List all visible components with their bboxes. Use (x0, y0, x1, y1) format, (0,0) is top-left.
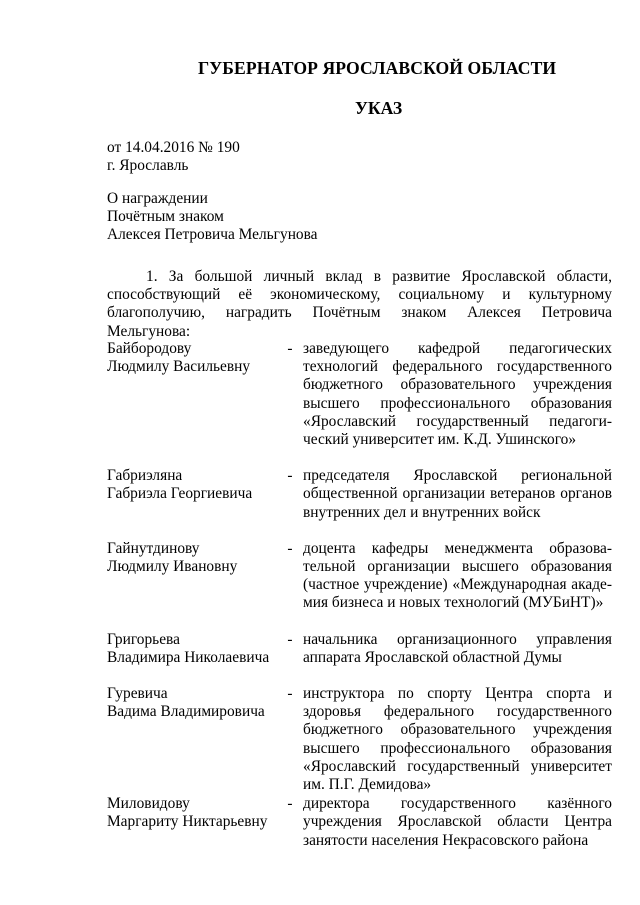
dash-separator: - (287, 539, 293, 557)
awardee-surname: Габриэляна (107, 467, 183, 485)
awardee-name (107, 685, 285, 721)
awardee-row (107, 795, 612, 850)
subject-line: Почётным знаком (107, 208, 224, 226)
awardee-name (107, 540, 285, 576)
awardee-given-name: Людмилу Васильевну (107, 358, 251, 376)
awardee-row (107, 340, 612, 449)
awardee-name (107, 795, 285, 831)
issuing-authority: ГУБЕРНАТОР ЯРОСЛАВСКОЙ ОБЛАСТИ (198, 58, 557, 78)
document-meta (107, 139, 407, 175)
intro-paragraph: 1. За большой личный вклад в развитие Ярославской области, способствующий её экономическому, социальному и культурному благополучию, наградить Почётным знаком Алексея Петровича Мельгунова: (107, 268, 612, 340)
subject-line: Алексея Петровича Мельгунова (107, 226, 318, 244)
awardee-given-name: Габриэла Георгиевича (107, 485, 253, 503)
awardee-row (107, 467, 612, 522)
dash-separator: - (287, 795, 293, 813)
dash-separator: - (287, 685, 293, 703)
awardees-list (107, 340, 612, 850)
awardee-surname: Байбородову (107, 340, 192, 357)
date-number: от 14.04.2016 № 190 (107, 139, 240, 156)
awardee-given-name: Владимира Николаевича (107, 648, 270, 666)
awardee-position: директора государственного казённого учреждения Ярославской области Центра занятости населения Некрасовского района (303, 795, 612, 849)
awardee-given-name: Людмилу Ивановну (107, 558, 238, 576)
awardee-surname: Миловидову (107, 795, 190, 813)
awardee-name (107, 631, 285, 667)
awardee-position: начальника организационного управления аппарата Ярославской областной Думы (303, 630, 612, 666)
awardee-given-name: Вадима Владимировича (107, 703, 265, 721)
dash-separator: - (287, 630, 293, 648)
subject-line: О награждении (107, 190, 208, 207)
awardee-row (107, 631, 612, 667)
awardee-name (107, 467, 285, 503)
awardee-position: доцента кафедры менеджмента образова-тельной организации высшего образования (частное учреждение) «Международная акаде-мия бизнеса и новых технологий (МУБиНТ)» (303, 539, 612, 612)
city: г. Ярославль (107, 157, 189, 175)
dash-separator: - (287, 340, 293, 357)
awardee-row (107, 540, 612, 613)
dash-separator: - (287, 467, 293, 485)
awardee-row (107, 685, 612, 794)
awardee-surname: Григорьева (107, 630, 180, 648)
awardee-surname: Гайнутдинову (107, 539, 200, 557)
document-type: УКАЗ (355, 98, 403, 118)
awardee-given-name: Маргариту Никтарьевну (107, 813, 268, 831)
awardee-surname: Гуревича (107, 685, 168, 703)
awardee-position: председателя Ярославской региональной общественной организации ветеранов органов внутренних дел и внутренних войск (303, 467, 612, 521)
awardee-position: заведующего кафедрой педагогических технологий федерального государственного бюджетного образовательного учреждения высшего профессионального образования «Ярославский государственный педагоги-ческий университет им. К.Д. Ушинского» (303, 340, 612, 449)
awardee-name (107, 340, 285, 376)
document-subject (107, 190, 447, 245)
awardee-position: инструктора по спорту Центра спорта и здоровья федерального государственного бюджетного образовательного учреждения высшего профессионального образования «Ярославский государственный университет им. П.Г. Демидова» (303, 685, 612, 794)
